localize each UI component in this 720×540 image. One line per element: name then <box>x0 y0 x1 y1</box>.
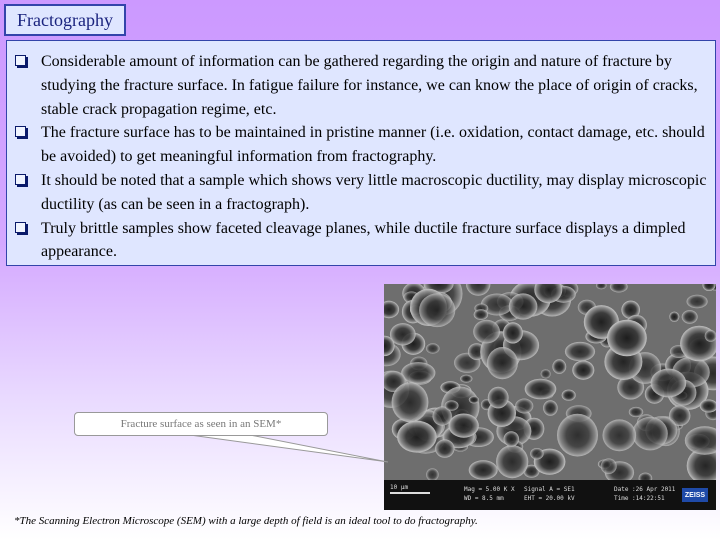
bullet-text: The fracture surface has to be maintained in pristine manner (i.e. oxidation, contact damage, etc. should be avoided) to get meaningful information from fractography. <box>41 124 705 166</box>
dimple <box>392 382 429 422</box>
sem-time: Time :14:22:51 <box>614 495 665 502</box>
zeiss-logo: ZEISS <box>682 488 708 502</box>
dimple <box>543 400 558 415</box>
dimple <box>474 309 488 320</box>
bullet-square-icon <box>15 121 41 145</box>
bullet-item <box>15 217 707 265</box>
sem-date: Date :26 Apr 2011 <box>614 486 676 493</box>
dimple <box>669 312 679 322</box>
dimple <box>496 445 528 478</box>
dimple <box>629 407 643 417</box>
dimple <box>488 387 509 409</box>
image-callout: Fracture surface as seen in an SEM* <box>74 412 328 436</box>
bullet-square-icon <box>15 169 41 193</box>
dimple <box>530 448 543 459</box>
bullet-text: Considerable amount of information can be gathered regarding the origin and nature of fracture by studying the fracture surface. In fatigue failure for instance, we can know the place of origin of cracks, stable crack propagation regime, etc. <box>41 53 698 118</box>
dimple <box>419 293 455 327</box>
dimple <box>469 396 479 403</box>
dimple <box>557 414 598 457</box>
bullet-square-icon <box>15 217 41 241</box>
dimple <box>426 343 440 353</box>
dimple <box>651 369 687 398</box>
footnote: *The Scanning Electron Microscope (SEM) with a large depth of field is an ideal tool to do fractography. <box>14 515 478 527</box>
sem-mag: Mag = 5.00 K X <box>464 486 515 493</box>
bullet-text: It should be noted that a sample which shows very little macroscopic ductility, may display microscopic ductility (as can be seen in a fractograph). <box>41 171 707 213</box>
dimple <box>541 369 551 378</box>
scale-bar <box>390 492 430 494</box>
dimple <box>435 439 454 457</box>
fracture-surface-texture <box>384 284 716 480</box>
dimple <box>607 320 647 357</box>
dimple <box>603 419 637 451</box>
dimple <box>632 417 667 451</box>
bullet-item <box>15 169 707 217</box>
dimple <box>601 458 617 474</box>
dimple <box>705 330 716 342</box>
dimple <box>460 375 472 383</box>
bullet-list <box>6 40 716 266</box>
dimple <box>509 293 538 319</box>
dimple <box>504 431 519 446</box>
dimple <box>562 390 576 401</box>
dimple <box>525 379 557 400</box>
dimple <box>445 400 459 410</box>
bullet-item <box>15 50 707 121</box>
dimple <box>401 362 435 384</box>
dimple <box>487 347 518 379</box>
scale-bar-label: 10 µm <box>390 484 409 491</box>
dimple <box>565 342 595 361</box>
sem-eht: EHT = 20.00 kV <box>524 495 575 502</box>
dimple <box>503 322 523 343</box>
bullet-square-icon <box>15 50 41 74</box>
dimple <box>469 460 498 480</box>
sem-signal: Signal A = SE1 <box>524 486 575 493</box>
dimple <box>687 295 708 309</box>
dimple <box>682 310 698 324</box>
sem-info-bar <box>384 480 716 510</box>
slide-title: Fractography <box>4 4 126 36</box>
dimple <box>449 414 479 438</box>
sem-wd: WD = 8.5 mm <box>464 495 504 502</box>
dimple <box>397 421 437 453</box>
dimple <box>552 359 566 374</box>
bullet-text: Truly brittle samples show faceted cleavage planes, while ductile fracture surface displays a dimpled appearance. <box>41 219 686 261</box>
dimple <box>473 320 500 344</box>
dimple <box>572 361 594 380</box>
bullet-item <box>15 121 707 169</box>
sem-fractograph-image <box>384 284 716 510</box>
dimple <box>515 399 533 414</box>
